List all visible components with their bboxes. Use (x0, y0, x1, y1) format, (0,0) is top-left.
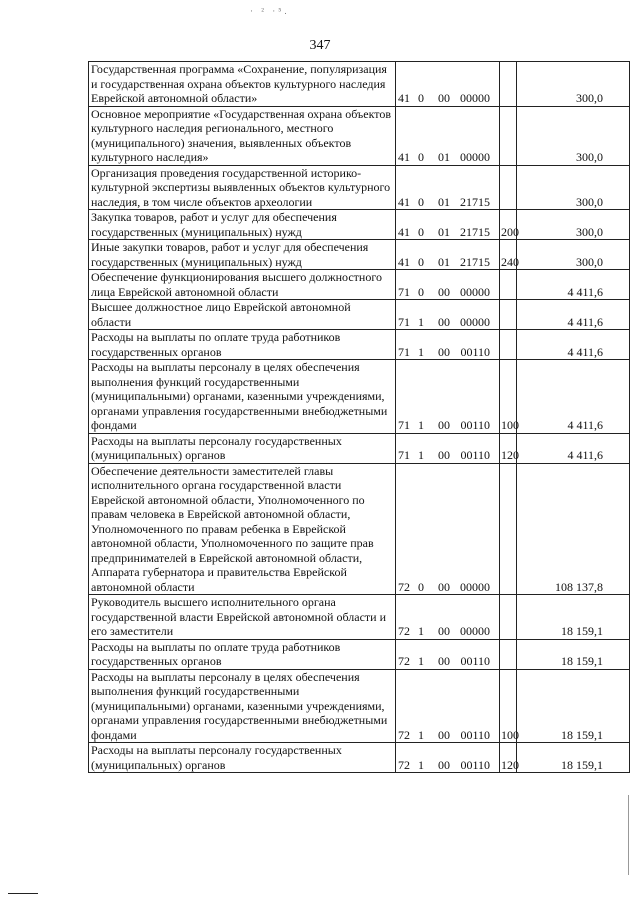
row-name: Основное мероприятие «Государственная охрана объектов культурного наследия регионального, местного (муниципального) значения, выявленных объектов культурного наследия» (89, 106, 396, 165)
budget-table (88, 61, 630, 773)
row-amount: 300,0 (517, 106, 630, 165)
row-expense-type (500, 595, 517, 640)
code-event: 01 (438, 150, 450, 164)
code-direction: 00110 (460, 757, 490, 772)
code-subprogram: 0 (418, 284, 424, 299)
row-name: Расходы на выплаты по оплате труда работников государственных органов (89, 639, 396, 669)
code-subprogram: 0 (418, 150, 424, 164)
row-amount: 108 137,8 (517, 463, 630, 595)
row-expense-type (500, 639, 517, 669)
table-row (89, 743, 630, 773)
code-event: 00 (438, 91, 450, 105)
row-code (396, 240, 500, 270)
row-name: Обеспечение функционирования высшего должностного лица Еврейской автономной области (89, 270, 396, 300)
code-program: 41 (398, 194, 410, 209)
row-code (396, 669, 500, 743)
code-program: 71 (398, 314, 410, 329)
code-event: 00 (438, 579, 450, 594)
row-expense-type: 100 (500, 360, 517, 434)
code-event: 00 (438, 448, 450, 462)
row-expense-type (500, 300, 517, 330)
row-amount: 300,0 (517, 210, 630, 240)
row-amount: 4 411,6 (517, 360, 630, 434)
row-code (396, 165, 500, 210)
row-name: Государственная программа «Сохранение, популяризация и государственная охрана объектов культурного наследия Еврейской автономной области» (89, 62, 396, 107)
row-amount: 18 159,1 (517, 639, 630, 669)
code-event: 00 (438, 284, 450, 299)
code-subprogram: 1 (418, 418, 424, 432)
row-code (396, 433, 500, 463)
table-row (89, 300, 630, 330)
row-code (396, 463, 500, 595)
row-amount: 4 411,6 (517, 270, 630, 300)
row-expense-type: 240 (500, 240, 517, 270)
table-row (89, 106, 630, 165)
row-expense-type (500, 270, 517, 300)
code-direction: 00000 (460, 91, 490, 105)
row-code (396, 743, 500, 773)
row-amount: 300,0 (517, 165, 630, 210)
code-program: 41 (398, 91, 410, 105)
code-direction: 00000 (460, 579, 490, 594)
table-row (89, 165, 630, 210)
margin-mark (628, 795, 629, 875)
row-amount: 18 159,1 (517, 595, 630, 640)
code-program: 41 (398, 254, 410, 269)
row-expense-type: 200 (500, 210, 517, 240)
row-name: Расходы на выплаты персоналу государственных (муниципальных) органов (89, 743, 396, 773)
code-program: 72 (398, 624, 410, 638)
code-program: 72 (398, 654, 410, 668)
table-row (89, 433, 630, 463)
row-expense-type (500, 330, 517, 360)
code-event: 00 (438, 314, 450, 329)
code-subprogram: 0 (418, 254, 424, 269)
row-amount: 4 411,6 (517, 300, 630, 330)
table-row (89, 210, 630, 240)
table-row (89, 360, 630, 434)
row-code (396, 360, 500, 434)
row-amount: 300,0 (517, 240, 630, 270)
code-event: 01 (438, 194, 450, 209)
row-code (396, 639, 500, 669)
code-program: 72 (398, 727, 410, 742)
code-event: 00 (438, 624, 450, 638)
code-event: 00 (438, 727, 450, 742)
table-row (89, 463, 630, 595)
budget-table-body (89, 62, 630, 773)
code-direction: 21715 (460, 224, 490, 239)
row-name: Закупка товаров, работ и услуг для обеспечения государственных (муниципальных) нужд (89, 210, 396, 240)
row-code (396, 106, 500, 165)
row-name: Обеспечение деятельности заместителей главы исполнительного органа государственной власти Еврейской автономной области, Уполномоченного по правам человека в Еврейской автономной области, Уполномоченного по правам ребенка в Еврейской автономной области, Уполномоченного по защите прав предпринимателей в Еврейской автономной области, Аппарата губернатора и правительства Еврейской автономной области (89, 463, 396, 595)
code-program: 71 (398, 284, 410, 299)
row-expense-type: 100 (500, 669, 517, 743)
row-name: Расходы на выплаты персоналу в целях обеспечения выполнения функций государственными (муниципальными) органами, казенными учреждениями, органами управления государственными внебюджетными фондами (89, 360, 396, 434)
row-name: Высшее должностное лицо Еврейской автономной области (89, 300, 396, 330)
code-event: 00 (438, 654, 450, 668)
scan-mark: · ² ·⁵. (250, 6, 290, 16)
code-subprogram: 0 (418, 579, 424, 594)
code-direction: 00110 (460, 418, 490, 432)
code-program: 41 (398, 150, 410, 164)
code-subprogram: 1 (418, 624, 424, 638)
code-program: 71 (398, 418, 410, 432)
row-expense-type: 120 (500, 433, 517, 463)
code-program: 71 (398, 448, 410, 462)
code-subprogram: 1 (418, 314, 424, 329)
table-row (89, 62, 630, 107)
row-amount: 18 159,1 (517, 743, 630, 773)
code-subprogram: 1 (418, 654, 424, 668)
table-row (89, 669, 630, 743)
code-direction: 00000 (460, 314, 490, 329)
table-row (89, 595, 630, 640)
footer-rule (8, 893, 38, 894)
code-subprogram: 0 (418, 91, 424, 105)
code-subprogram: 1 (418, 727, 424, 742)
code-event: 00 (438, 418, 450, 432)
row-name: Расходы на выплаты персоналу государственных (муниципальных) органов (89, 433, 396, 463)
table-row (89, 639, 630, 669)
code-subprogram: 0 (418, 194, 424, 209)
row-name: Расходы на выплаты по оплате труда работников государственных органов (89, 330, 396, 360)
code-direction: 00110 (460, 448, 490, 462)
code-program: 72 (398, 579, 410, 594)
row-amount: 300,0 (517, 62, 630, 107)
code-subprogram: 0 (418, 224, 424, 239)
code-event: 01 (438, 224, 450, 239)
code-direction: 21715 (460, 194, 490, 209)
row-code (396, 595, 500, 640)
row-name: Иные закупки товаров, работ и услуг для обеспечения государственных (муниципальных) нужд (89, 240, 396, 270)
row-amount: 4 411,6 (517, 433, 630, 463)
code-direction: 00110 (460, 344, 490, 359)
code-direction: 21715 (460, 254, 490, 269)
code-event: 00 (438, 757, 450, 772)
page-number: 347 (309, 38, 331, 53)
code-direction: 00000 (460, 624, 490, 638)
row-amount: 4 411,6 (517, 330, 630, 360)
row-expense-type (500, 165, 517, 210)
code-event: 00 (438, 344, 450, 359)
code-direction: 00000 (460, 284, 490, 299)
row-code (396, 210, 500, 240)
code-direction: 00110 (460, 727, 490, 742)
table-row (89, 330, 630, 360)
row-expense-type (500, 106, 517, 165)
row-expense-type (500, 463, 517, 595)
row-name: Организация проведения государственной историко-культурной экспертизы выявленных объектов культурного наследия, в том числе объектов археологии (89, 165, 396, 210)
row-name: Расходы на выплаты персоналу в целях обеспечения выполнения функций государственными (муниципальными) органами, казенными учреждениями, органами управления государственными внебюджетными фондами (89, 669, 396, 743)
table-row (89, 270, 630, 300)
row-code (396, 270, 500, 300)
row-expense-type (500, 62, 517, 107)
code-program: 41 (398, 224, 410, 239)
code-direction: 00000 (460, 150, 490, 164)
code-subprogram: 1 (418, 344, 424, 359)
code-program: 72 (398, 757, 410, 772)
table-row (89, 240, 630, 270)
row-name: Руководитель высшего исполнительного органа государственной власти Еврейской автономной области и его заместители (89, 595, 396, 640)
code-subprogram: 1 (418, 757, 424, 772)
code-direction: 00110 (460, 654, 490, 668)
code-program: 71 (398, 344, 410, 359)
row-code (396, 62, 500, 107)
row-code (396, 330, 500, 360)
code-event: 01 (438, 254, 450, 269)
row-code (396, 300, 500, 330)
row-amount: 18 159,1 (517, 669, 630, 743)
code-subprogram: 1 (418, 448, 424, 462)
row-expense-type: 120 (500, 743, 517, 773)
